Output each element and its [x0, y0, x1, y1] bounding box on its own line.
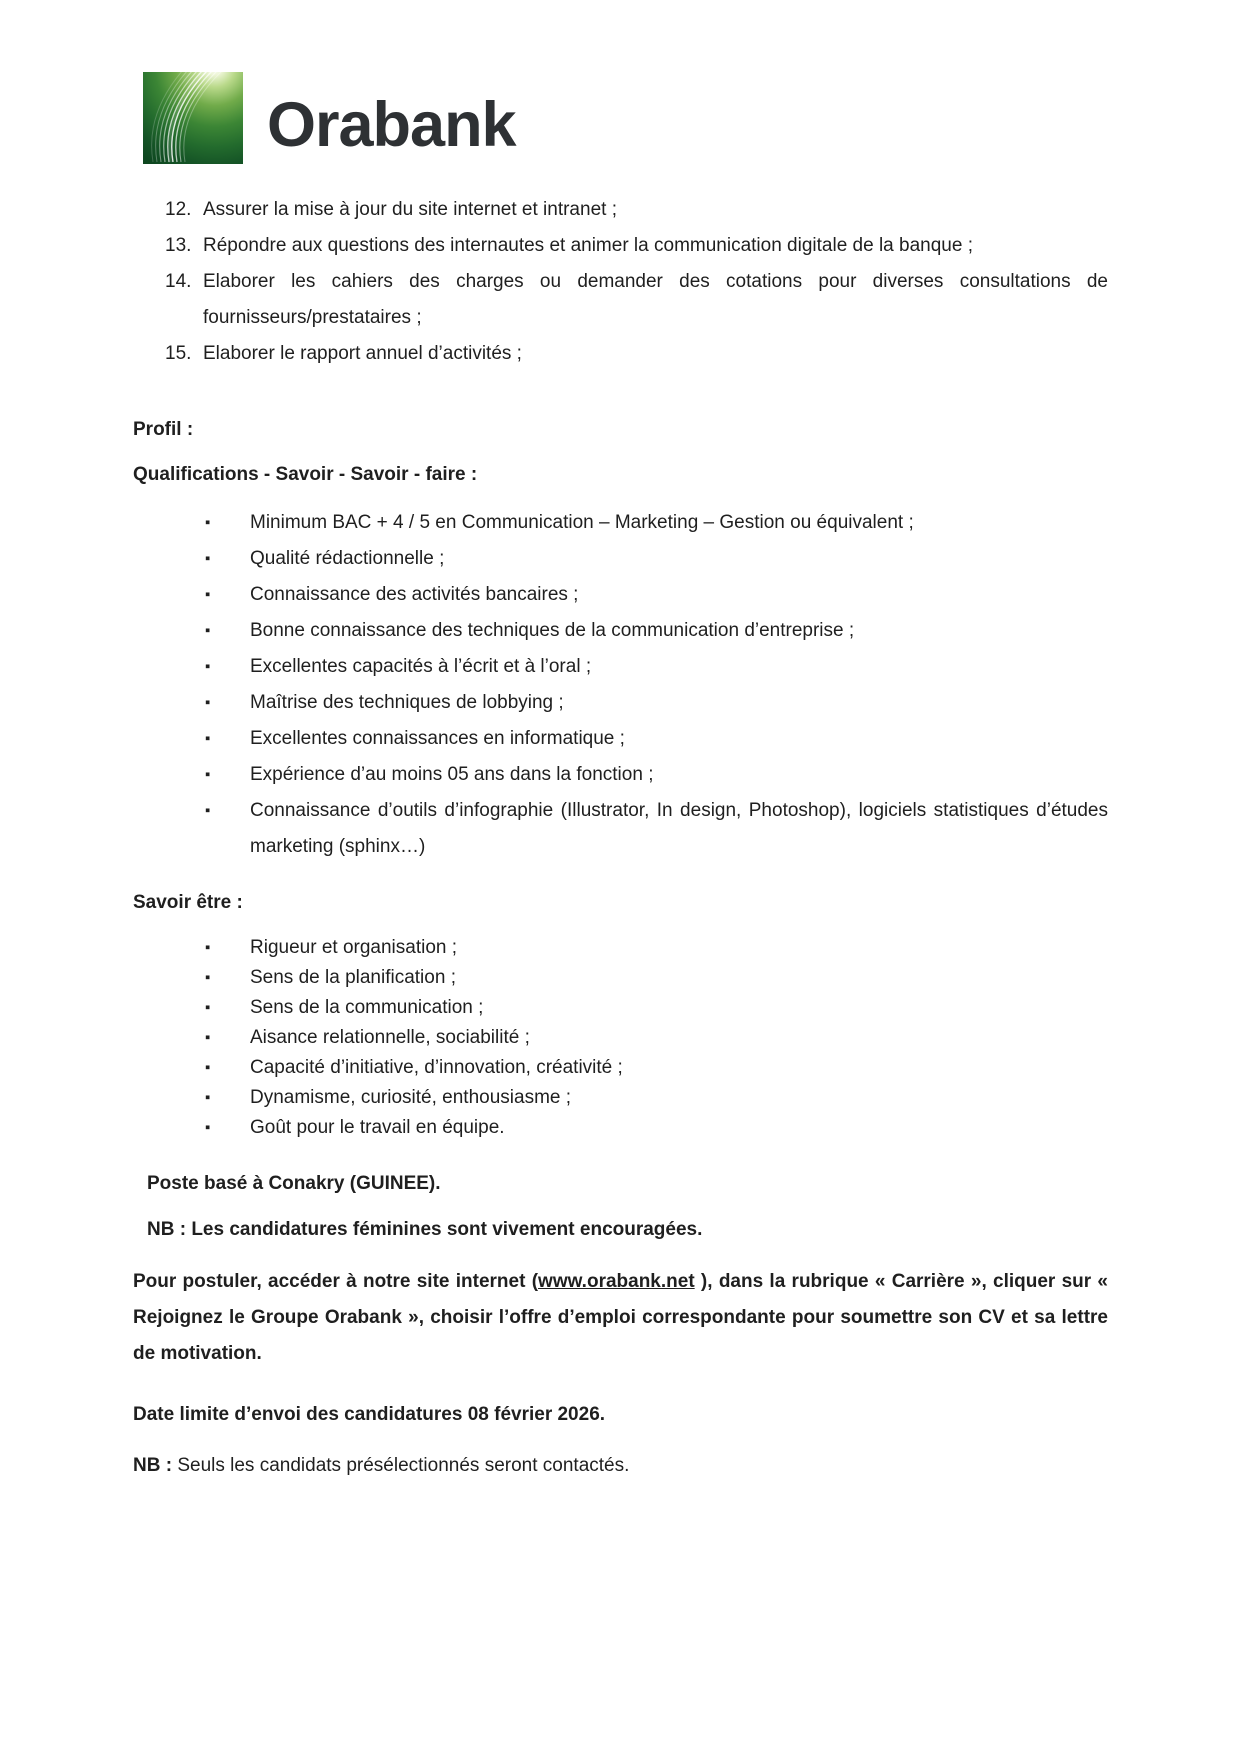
list-item [205, 1023, 1108, 1053]
item-text: Sens de la communication ; [250, 997, 484, 1018]
bullet-icon: ▪ [205, 766, 211, 783]
task-number: 12. [165, 199, 192, 220]
list-item [205, 577, 1108, 613]
task-number: 14. [165, 271, 192, 292]
item-text: Excellentes capacités à l’écrit et à l’oral ; [250, 656, 592, 677]
bullet-icon: ▪ [205, 1029, 211, 1046]
task-number: 15. [165, 343, 192, 364]
savoir-etre-list [205, 933, 1108, 1143]
task-item [165, 336, 1108, 372]
item-text: Capacité d’initiative, d’innovation, créativité ; [250, 1057, 623, 1078]
task-item [165, 264, 1108, 336]
list-item [205, 1113, 1108, 1143]
tasks-numbered-list [165, 192, 1108, 372]
task-text: Répondre aux questions des internautes et animer la communication digitale de la banque ; [203, 235, 973, 256]
list-item [205, 1083, 1108, 1113]
list-item [205, 613, 1108, 649]
list-item [205, 1053, 1108, 1083]
list-item [205, 721, 1108, 757]
orabank-logo-icon [143, 72, 243, 164]
list-item [205, 933, 1108, 963]
nb-selection-line [133, 1453, 1108, 1478]
item-text: Goût pour le travail en équipe. [250, 1117, 505, 1138]
list-item [205, 685, 1108, 721]
location-line: Poste basé à Conakry (GUINEE). [147, 1173, 441, 1194]
task-item [165, 192, 1108, 228]
brand-header [143, 70, 1108, 166]
task-number: 13. [165, 235, 192, 256]
bullet-icon: ▪ [205, 550, 211, 567]
task-text: Assurer la mise à jour du site internet et intranet ; [203, 199, 617, 220]
item-text: Minimum BAC + 4 / 5 en Communication – Marketing – Gestion ou équivalent ; [250, 512, 914, 533]
list-item [205, 541, 1108, 577]
item-text: Rigueur et organisation ; [250, 937, 458, 958]
bullet-icon: ▪ [205, 1059, 211, 1076]
bullet-icon: ▪ [205, 802, 211, 819]
qualifications-list [205, 505, 1108, 865]
deadline-line: Date limite d’envoi des candidatures 08 février 2026. [133, 1404, 606, 1425]
bullet-icon: ▪ [205, 939, 211, 956]
bullet-icon: ▪ [205, 658, 211, 675]
bullet-icon: ▪ [205, 730, 211, 747]
item-text: Maîtrise des techniques de lobbying ; [250, 692, 564, 713]
apply-text-after: ), dans la rubrique « Carrière », cliquer sur « Rejoignez le Groupe Orabank », choisir l’offre d’emploi correspondante pour soumettre son CV et sa lettre de motivation. [133, 1271, 1108, 1364]
nb-feminines-line: NB : Les candidatures féminines sont vivement encouragées. [147, 1219, 703, 1240]
list-item [205, 757, 1108, 793]
bullet-icon: ▪ [205, 586, 211, 603]
item-text: Aisance relationnelle, sociabilité ; [250, 1027, 530, 1048]
profil-heading: Profil : [133, 419, 194, 440]
apply-instructions [133, 1264, 1108, 1372]
list-item [205, 649, 1108, 685]
item-text: Bonne connaissance des techniques de la communication d’entreprise ; [250, 620, 855, 641]
item-text: Excellentes connaissances en informatique ; [250, 728, 625, 749]
savoir-etre-heading: Savoir être : [133, 892, 243, 913]
item-text: Connaissance des activités bancaires ; [250, 584, 579, 605]
task-text: Elaborer les cahiers des charges ou demander des cotations pour diverses consultations de fournisseurs/prestataires ; [203, 271, 1108, 328]
bullet-icon: ▪ [205, 622, 211, 639]
brand-wordmark: Orabank [267, 89, 516, 160]
item-text: Sens de la planification ; [250, 967, 456, 988]
list-item [205, 993, 1108, 1023]
qualifications-heading: Qualifications - Savoir - Savoir - faire : [133, 464, 478, 485]
bullet-icon: ▪ [205, 999, 211, 1016]
item-text: Connaissance d’outils d’infographie (Illustrator, In design, Photoshop), logiciels statistiques d’études marketing (sphinx…) [250, 800, 1108, 857]
list-item [205, 793, 1108, 865]
bullet-icon: ▪ [205, 1089, 211, 1106]
item-text: Expérience d’au moins 05 ans dans la fonction ; [250, 764, 654, 785]
apply-text-before: Pour postuler, accéder à notre site internet ( [133, 1271, 539, 1292]
task-text: Elaborer le rapport annuel d’activités ; [203, 343, 522, 364]
nb-prefix: NB : [133, 1455, 173, 1476]
list-item [205, 505, 1108, 541]
bullet-icon: ▪ [205, 514, 211, 531]
orabank-website-link[interactable]: www.orabank.net [538, 1271, 695, 1292]
bullet-icon: ▪ [205, 969, 211, 986]
task-item [165, 228, 1108, 264]
list-item [205, 963, 1108, 993]
nb-text: Seuls les candidats présélectionnés seront contactés. [172, 1455, 630, 1476]
bullet-icon: ▪ [205, 694, 211, 711]
bullet-icon: ▪ [205, 1119, 211, 1136]
item-text: Dynamisme, curiosité, enthousiasme ; [250, 1087, 572, 1108]
item-text: Qualité rédactionnelle ; [250, 548, 445, 569]
